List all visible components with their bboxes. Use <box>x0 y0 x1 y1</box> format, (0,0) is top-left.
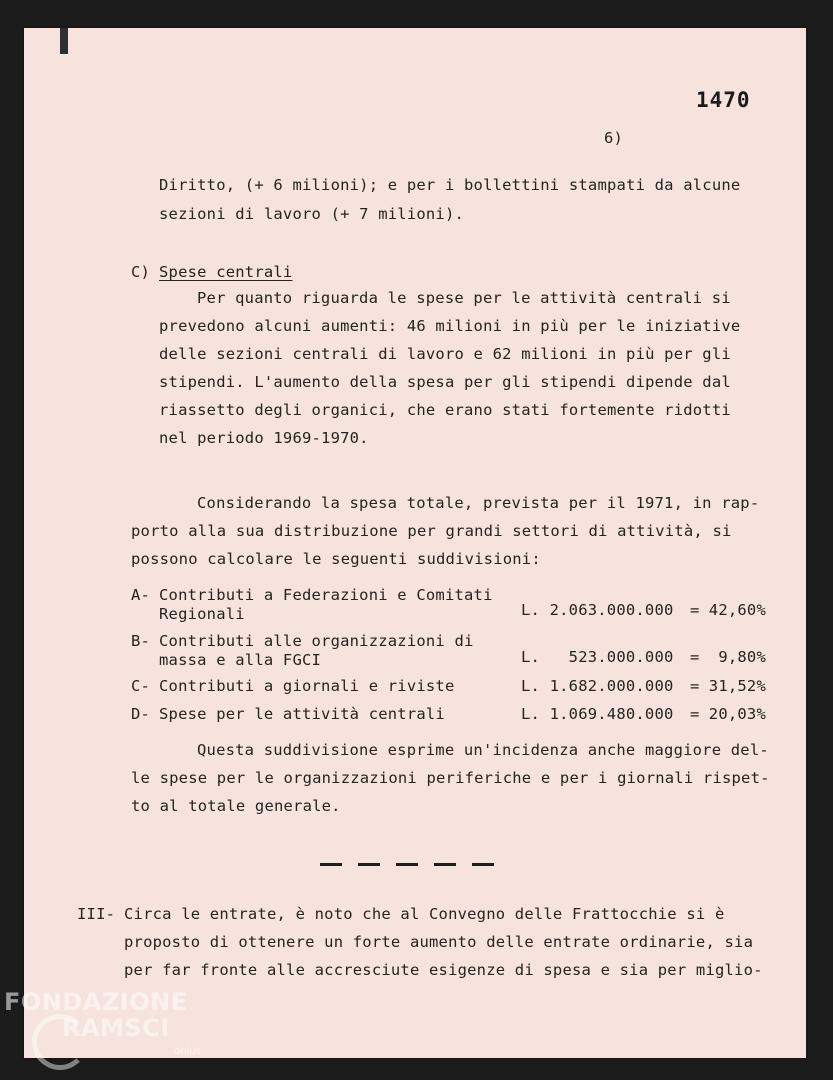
separator-dash <box>396 863 418 866</box>
section-c-line-2: prevedono alcuni aumenti: 46 milioni in più per le iniziative <box>159 317 741 335</box>
breakdown-label: B- <box>131 632 151 650</box>
breakdown-amount: L. 2.063.000.000 <box>521 601 674 619</box>
breakdown-equals: = <box>690 601 700 619</box>
breakdown-desc-line-1: Contributi a giornali e riviste <box>159 677 455 695</box>
section-iii-label: III- <box>77 905 116 923</box>
breakdown-amount: L. 1.682.000.000 <box>521 677 674 695</box>
breakdown-equals: = <box>690 705 700 723</box>
intro-line-1: Diritto, (+ 6 milioni); e per i bollettini stampati da alcune <box>159 176 741 194</box>
section-c-line-3: delle sezioni centrali di lavoro e 62 milioni in più per gli <box>159 345 731 363</box>
breakdown-label: D- <box>131 705 151 723</box>
breakdown-label: C- <box>131 677 151 695</box>
conclusion-line-2: le spese per le organizzazioni periferiche e per i giornali rispet- <box>131 769 770 787</box>
breakdown-desc-line-2: Regionali <box>159 605 245 623</box>
breakdown-desc-line-1: Spese per le attività centrali <box>159 705 445 723</box>
section-iii-line-1: Circa le entrate, è noto che al Convegno delle Frattocchie si è <box>124 905 725 923</box>
breakdown-equals: = <box>690 648 700 666</box>
binder-notch <box>60 28 68 54</box>
breakdown-percent: 42,60% <box>708 601 766 619</box>
separator-dash <box>434 863 456 866</box>
section-c-letter: C) <box>131 263 151 281</box>
archive-stamp-number: 1470 <box>696 88 751 112</box>
watermark-line-2: RAMSCI <box>62 1014 170 1042</box>
considerando-line-3: possono calcolare le seguenti suddivisioni: <box>131 550 541 568</box>
considerando-line-2: porto alla sua distribuzione per grandi settori di attività, si <box>131 522 732 540</box>
conclusion-line-3: to al totale generale. <box>131 797 341 815</box>
section-iii-line-2: proposto di ottenere un forte aumento delle entrate ordinarie, sia <box>124 933 754 951</box>
separator-dash <box>472 863 494 866</box>
section-c-line-1: Per quanto riguarda le spese per le attività centrali si <box>197 289 731 307</box>
breakdown-percent: 20,03% <box>708 705 766 723</box>
breakdown-percent: 9,80% <box>718 648 766 666</box>
breakdown-desc-line-1: Contributi alle organizzazioni di <box>159 632 474 650</box>
breakdown-desc-line-1: Contributi a Federazioni e Comitati <box>159 586 493 604</box>
breakdown-amount: L. 523.000.000 <box>521 648 674 666</box>
watermark-suffix: onlus <box>174 1046 201 1057</box>
breakdown-percent: 31,52% <box>708 677 766 695</box>
watermark-line-1: FONDAZIONE <box>4 988 188 1016</box>
breakdown-desc-line-2: massa e alla FGCI <box>159 651 322 669</box>
fondazione-gramsci-watermark <box>4 988 201 1057</box>
separator-dash <box>320 863 342 866</box>
separator-dash <box>358 863 380 866</box>
section-c-heading: Spese centrali <box>159 263 293 281</box>
section-c-line-6: nel periodo 1969-1970. <box>159 429 369 447</box>
considerando-line-1: Considerando la spesa totale, prevista per il 1971, in rap- <box>197 494 760 512</box>
section-iii-line-3: per far fronte alle accresciute esigenze di spesa e sia per miglio- <box>124 961 763 979</box>
conclusion-line-1: Questa suddivisione esprime un'incidenza anche maggiore del- <box>197 741 769 759</box>
breakdown-label: A- <box>131 586 151 604</box>
section-c-line-5: riassetto degli organici, che erano stati fortemente ridotti <box>159 401 731 419</box>
page-number: 6) <box>604 129 624 147</box>
breakdown-equals: = <box>690 677 700 695</box>
breakdown-amount: L. 1.069.480.000 <box>521 705 674 723</box>
section-c-line-4: stipendi. L'aumento della spesa per gli stipendi dipende dal <box>159 373 731 391</box>
intro-line-2: sezioni di lavoro (+ 7 milioni). <box>159 205 465 223</box>
